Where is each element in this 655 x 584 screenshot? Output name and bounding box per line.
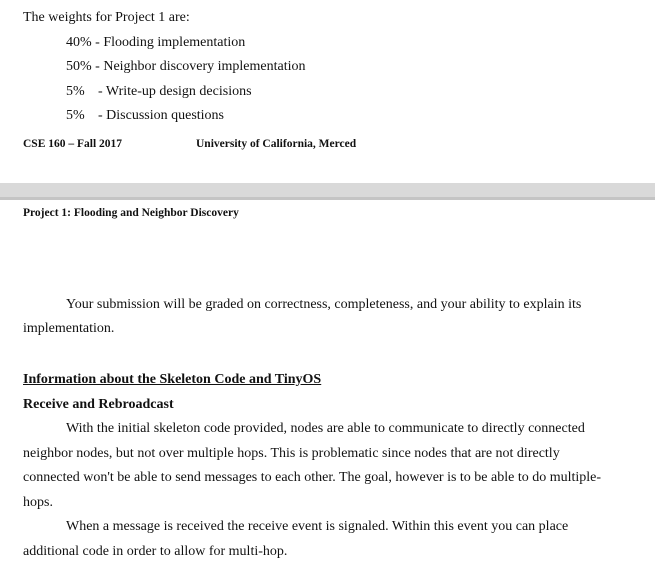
page-break-edge bbox=[0, 197, 655, 200]
paragraph-line: additional code in order to allow for multi-hop. bbox=[23, 544, 288, 559]
grading-text-line: implementation. bbox=[23, 321, 115, 336]
weight-label: - Discussion questions bbox=[98, 108, 224, 123]
weight-label: - Neighbor discovery implementation bbox=[95, 59, 306, 74]
paragraph-line: When a message is received the receive event is signaled. Within this event you can place bbox=[66, 519, 569, 534]
weight-label: - Write-up design decisions bbox=[98, 84, 252, 99]
weight-label: - Flooding implementation bbox=[95, 35, 246, 50]
paragraph-line: hops. bbox=[23, 495, 53, 510]
weight-item bbox=[66, 58, 306, 76]
paragraph-line: connected won't be able to send messages to each other. The goal, however is to be able to do multiple- bbox=[23, 470, 602, 485]
grading-text-line: Your submission will be graded on correctness, completeness, and your ability to explain its bbox=[66, 297, 582, 312]
paragraph-line: With the initial skeleton code provided, nodes are able to communicate to directly connected bbox=[66, 421, 585, 436]
weight-percent: 5% bbox=[66, 84, 85, 99]
weight-item bbox=[66, 34, 245, 52]
weight-percent: 5% bbox=[66, 108, 85, 123]
page-footer-university: University of California, Merced bbox=[196, 138, 357, 150]
page-header: Project 1: Flooding and Neighbor Discovery bbox=[23, 207, 239, 219]
page-break bbox=[0, 183, 655, 197]
weight-percent: 50% bbox=[66, 59, 92, 74]
weight-item bbox=[66, 83, 252, 101]
page-footer-course: CSE 160 – Fall 2017 bbox=[23, 138, 123, 150]
subsection-heading: Receive and Rebroadcast bbox=[23, 397, 174, 412]
section-heading: Information about the Skeleton Code and TinyOS bbox=[23, 372, 322, 387]
weights-intro: The weights for Project 1 are: bbox=[23, 10, 190, 25]
weight-item bbox=[66, 107, 224, 125]
weight-percent: 40% bbox=[66, 35, 92, 50]
paragraph-line: neighbor nodes, but not over multiple hops. This is problematic since nodes that are not directly bbox=[23, 446, 560, 461]
